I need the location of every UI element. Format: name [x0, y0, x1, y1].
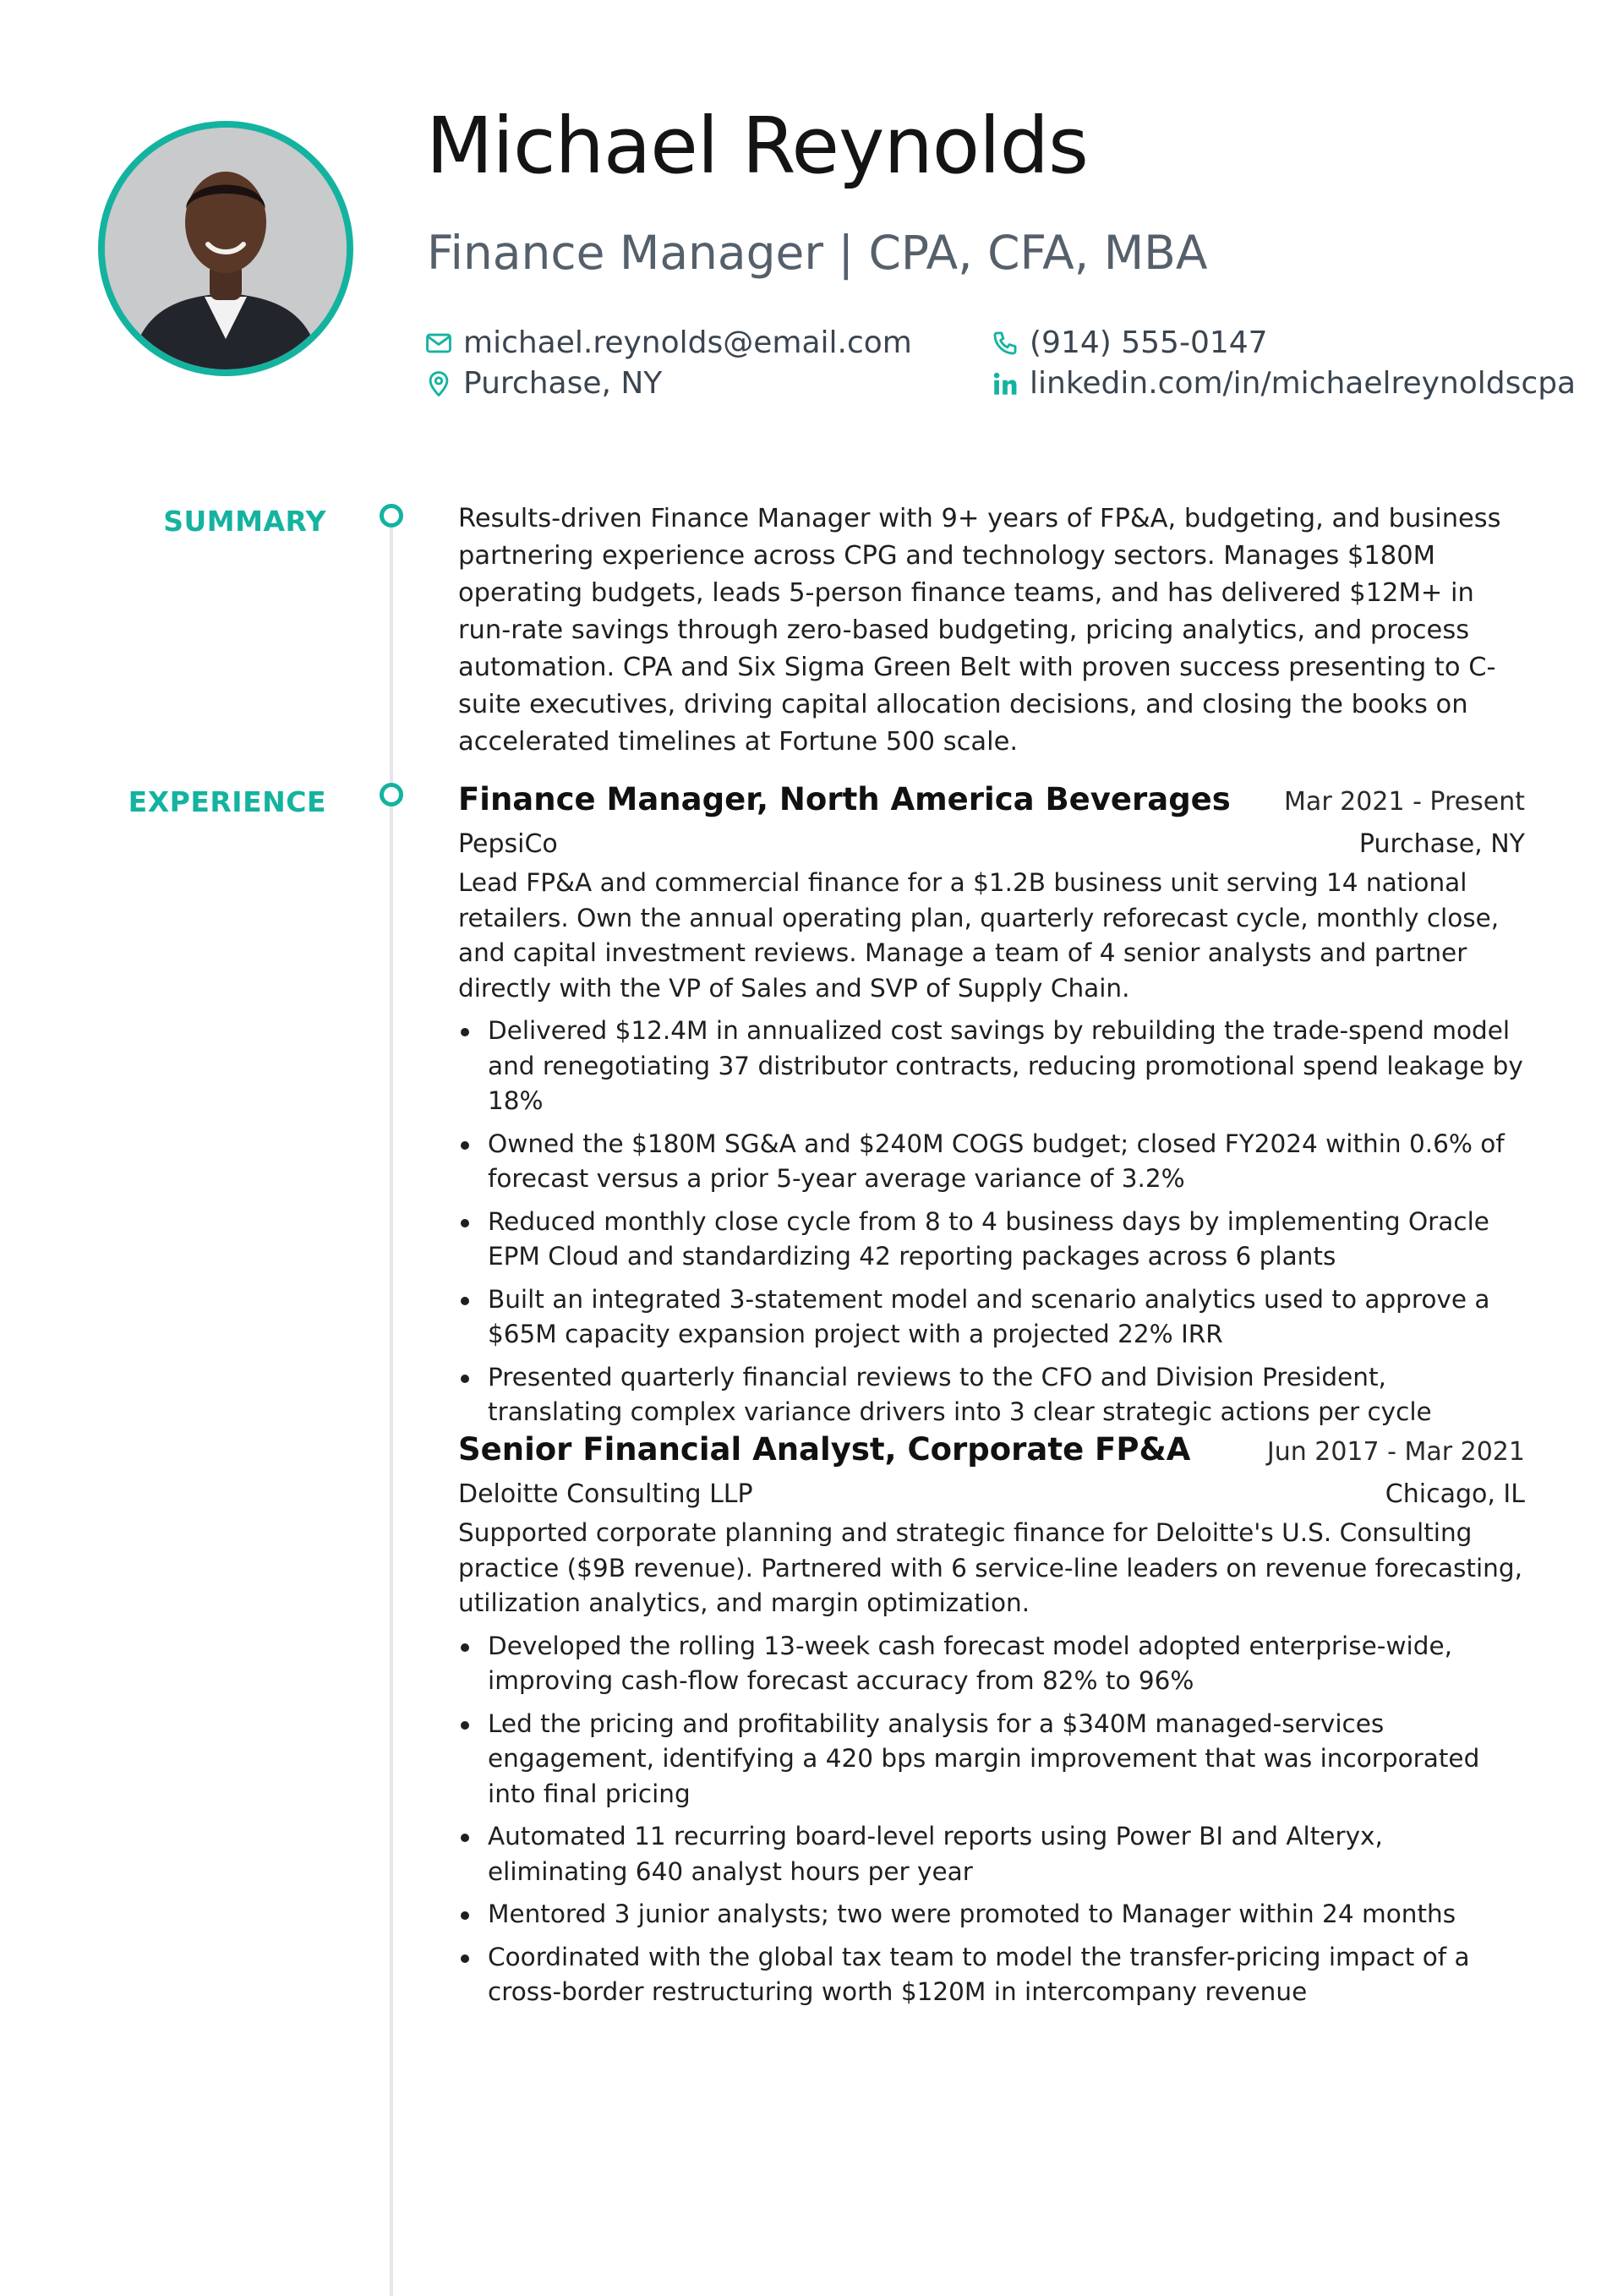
company-row: [458, 829, 1525, 859]
candidate-name: Michael Reynolds: [426, 101, 1088, 191]
achievement-item: Built an integrated 3-statement model and scenario analytics used to approve a $65M capacity expansion project with a projected 22% IRR: [458, 1282, 1525, 1353]
achievement-item: Reduced monthly close cycle from 8 to 4 business days by implementing Oracle EPM Cloud and standardizing 42 reporting packages across 6 plants: [458, 1205, 1525, 1275]
contact-phone[interactable]: [991, 325, 1268, 360]
location-pin-icon: [424, 369, 453, 398]
company-name: PepsiCo: [458, 829, 558, 859]
experience-entry: [458, 781, 1525, 1438]
achievement-list: [458, 1629, 1525, 2010]
company-name: Deloitte Consulting LLP: [458, 1479, 753, 1509]
achievement-item: Led the pricing and profitability analysis for a $340M managed-services engagement, identifying a 420 bps margin improvement that was incorporated into final pricing: [458, 1707, 1525, 1812]
experience-entry: [458, 1431, 1525, 2018]
section-label-summary: SUMMARY: [163, 505, 326, 538]
contact-location-text: Purchase, NY: [463, 366, 663, 401]
job-header: [458, 781, 1525, 817]
job-header: [458, 1431, 1525, 1468]
contact-email[interactable]: [424, 325, 912, 360]
achievement-item: Owned the $180M SG&A and $240M COGS budget; closed FY2024 within 0.6% of forecast versus a prior 5-year average variance of 3.2%: [458, 1127, 1525, 1197]
candidate-headline: Finance Manager | CPA, CFA, MBA: [427, 226, 1208, 280]
job-title: Senior Financial Analyst, Corporate FP&A: [458, 1431, 1191, 1468]
summary-text: Results-driven Finance Manager with 9+ years of FP&A, budgeting, and business partnering experience across CPG and technology sectors. Manages $180M operating budgets, leads 5-person finance teams, and has delivered $12M+ in run-rate savings through zero-based budgeting, pricing analytics, and process automation. CPA and Six Sigma Green Belt with proven success presenting to C-suite executives, driving capital allocation decisions, and closing the books on accelerated timelines at Fortune 500 scale.: [458, 504, 1501, 757]
contact-email-text: michael.reynolds@email.com: [463, 325, 912, 360]
job-description: Lead FP&A and commercial finance for a $1.2B business unit serving 14 national retailers. Own the annual operating plan, quarterly reforecast cycle, monthly close, and capital investment reviews. Manage a team of 4 senior analysts and partner directly with the VP of Sales and SVP of Supply Chain.: [458, 868, 1500, 1003]
mail-icon: [424, 329, 453, 358]
company-location: Purchase, NY: [1358, 829, 1525, 859]
person-silhouette-icon: [105, 128, 347, 369]
linkedin-icon: [991, 369, 1019, 398]
phone-icon: [991, 329, 1019, 358]
achievement-item: Automated 11 recurring board-level reports using Power BI and Alteryx, eliminating 640 analyst hours per year: [458, 1819, 1525, 1889]
contact-phone-text: (914) 555-0147: [1030, 325, 1268, 360]
achievement-item: Coordinated with the global tax team to model the transfer-pricing impact of a cross-border restructuring worth $120M in intercompany revenue: [458, 1940, 1525, 2010]
achievement-item: Developed the rolling 13-week cash forecast model adopted enterprise-wide, improving cash-flow forecast accuracy from 82% to 96%: [458, 1629, 1525, 1699]
job-dates: Jun 2017 - Mar 2021: [1266, 1437, 1525, 1467]
achievement-list: [458, 1014, 1525, 1430]
contact-linkedin[interactable]: [991, 366, 1577, 401]
achievement-item: Mentored 3 junior analysts; two were promoted to Manager within 24 months: [458, 1897, 1525, 1932]
achievement-item: Presented quarterly financial reviews to the CFO and Division President, translating complex variance drivers into 3 clear strategic actions per cycle: [458, 1360, 1525, 1430]
summary-timeline-node: [380, 504, 403, 528]
contact-linkedin-text: linkedin.com/in/michaelreynoldscpa: [1030, 366, 1577, 401]
company-row: [458, 1479, 1525, 1509]
profile-photo: [98, 121, 353, 376]
timeline-line: [390, 507, 393, 2296]
achievement-item: Delivered $12.4M in annualized cost savings by rebuilding the trade-spend model and renegotiating 37 distributor contracts, reducing promotional spend leakage by 18%: [458, 1014, 1525, 1119]
contact-location: [424, 366, 663, 401]
job-description: Supported corporate planning and strategic finance for Deloitte's U.S. Consulting practice ($9B revenue). Partnered with 6 service-line leaders on revenue forecasting, utilization analytics, and margin optimization.: [458, 1518, 1522, 1617]
experience-timeline-node: [380, 783, 403, 806]
job-title: Finance Manager, North America Beverages: [458, 781, 1231, 817]
job-dates: Mar 2021 - Present: [1284, 787, 1525, 817]
section-label-experience: EXPERIENCE: [128, 785, 326, 818]
company-location: Chicago, IL: [1385, 1479, 1525, 1509]
